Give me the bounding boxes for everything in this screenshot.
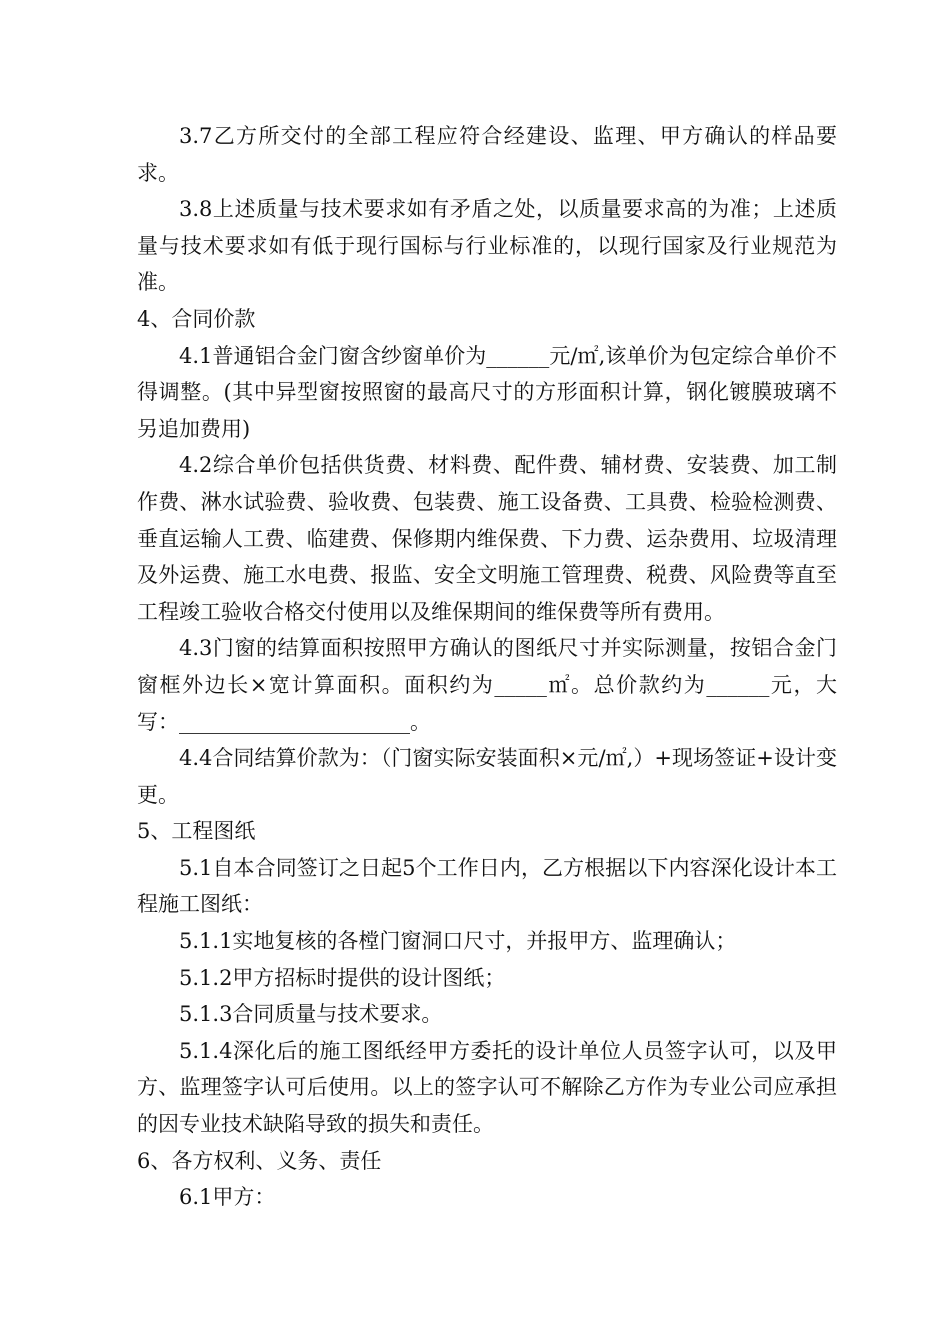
section-heading-5: 5、工程图纸 — [137, 819, 256, 844]
clause-4-3: 4.3门窗的结算面积按照甲方确认的图纸尺寸并实际测量，按铝合金门窗框外边长×宽计算面积。面积约为_____㎡。总价款约为______元，大写：______________________。 — [137, 636, 837, 734]
clause-6-1: 6.1甲方： — [179, 1185, 276, 1210]
section-heading-4: 4、合同价款 — [137, 306, 256, 331]
clause-4-1: 4.1普通铝合金门窗含纱窗单价为______元/㎡,该单价为包定综合单价不得调整。(其中异型窗按照窗的最高尺寸的方形面积计算，钢化镀膜玻璃不另追加费用) — [137, 343, 837, 441]
section-heading-6: 6、各方权利、义务、责任 — [137, 1148, 382, 1173]
clause-5-1-2: 5.1.2甲方招标时提供的设计图纸； — [179, 965, 506, 990]
clause-5-1-4: 5.1.4深化后的施工图纸经甲方委托的设计单位人员签字认可，以及甲方、监理签字认可后使用。以上的签字认可不解除乙方作为专业公司应承担的因专业技术缺陷导致的损失和责任。 — [137, 1038, 837, 1137]
clause-5-1-1: 5.1.1实地复核的各樘门窗洞口尺寸，并报甲方、监理确认； — [179, 929, 737, 954]
document-body — [137, 118, 837, 1216]
clause-4-4: 4.4合同结算价款为：（门窗实际安装面积×元/㎡,）+现场签证+设计变更。 — [137, 746, 837, 807]
clause-5-1: 5.1自本合同签订之日起5个工作日内，乙方根据以下内容深化设计本工程施工图纸： — [137, 855, 837, 917]
clause-3-7: 3.7乙方所交付的全部工程应符合经建设、监理、甲方确认的样品要求。 — [137, 124, 837, 185]
clause-5-1-3: 5.1.3合同质量与技术要求。 — [179, 1002, 443, 1027]
clause-4-2: 4.2综合单价包括供货费、材料费、配件费、辅材费、安装费、加工制作费、淋水试验费、验收费、包装费、施工设备费、工具费、检验检测费、垂直运输人工费、临建费、保修期内维保费、下力费、运杂费用、垃圾清理及外运费、施工水电费、报监、安全文明施工管理费、税费、风险费等直至工程竣工验收合格交付使用以及维保期间的维保费等所有费用。 — [137, 453, 837, 624]
clause-3-8: 3.8上述质量与技术要求如有矛盾之处，以质量要求高的为准；上述质量与技术要求如有低于现行国标与行业标准的，以现行国家及行业规范为准。 — [137, 197, 837, 295]
